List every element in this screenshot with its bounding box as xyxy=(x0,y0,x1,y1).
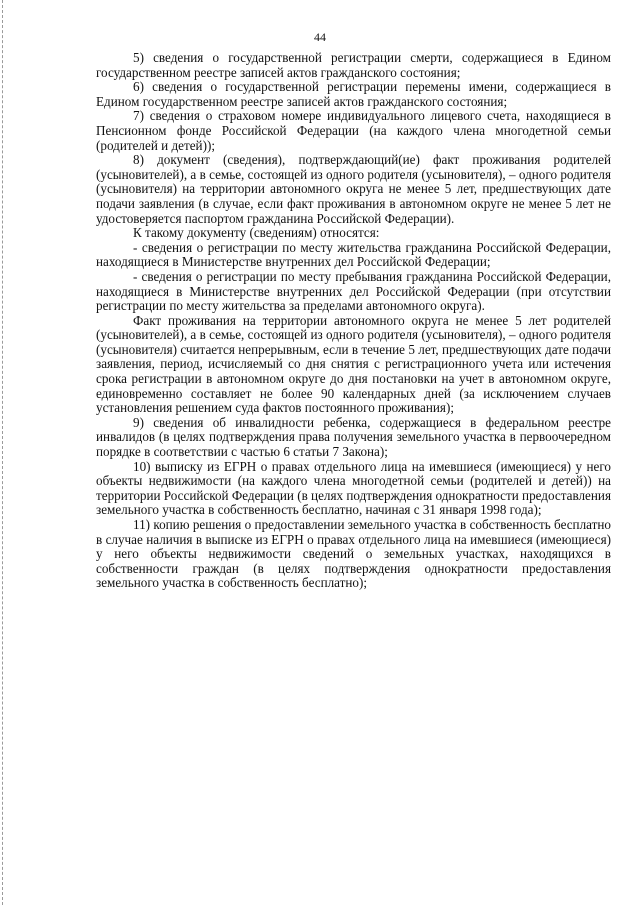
page-edge-line xyxy=(2,0,3,905)
paragraph-residence-registration: - сведения о регистрации по месту жительства гражданина Российской Федерации, находящиеся в Министерстве внутренних дел Российской Федерации; xyxy=(96,239,611,270)
paragraph-item-8: 8) документ (сведения), подтверждающий(ие) факт проживания родителей (усыновителей), а в семье, состоящей из одного родителя (усыновителя), – одного родителя (усыновителя) на территории автономного округа не менее 5 лет, предшествующих дате подачи заявления (в случае, если факт проживания в автономном округе не менее 5 лет не удостоверяется паспортом гражданина Российской Федерации). xyxy=(96,152,611,226)
paragraph-item-10: 10) выписку из ЕГРН о правах отдельного лица на имевшиеся (имеющиеся) у него объекты недвижимости (на каждого члена многодетной семьи (родителей и детей)) на территории Российской Федерации (в целях подтверждения однократности предоставления земельного участка в собственность бесплатно, начиная с 31 января 1998 года); xyxy=(96,458,611,518)
paragraph-continuous-residence: Факт проживания на территории автономного округа не менее 5 лет родителей (усыновителей), а в семье, состоящей из одного родителя (усыновителя), – одного родителя (усыновителя) считается непрерывным, если в течение 5 лет, предшествующих дате подачи заявления, период, исчисляемый со дня снятия с регистрационного учета или истечения срока регистрации в автономном округе до дня постановки на учет в автономном округе, единовременно составляет не более 90 календарных дней (за исключением случаев установления решением суда фактов постоянного проживания); xyxy=(96,312,611,416)
page-number: 44 xyxy=(314,30,326,44)
paragraph-stay-registration: - сведения о регистрации по месту пребывания гражданина Российской Федерации, находящиеся в Министерстве внутренних дел Российской Федерации (при отсутствии регистрации по месту жительства за пределами автономного округа). xyxy=(96,268,611,314)
paragraph-item-11: 11) копию решения о предоставлении земельного участка в собственность бесплатно в случае наличия в выписке из ЕГРН о правах отдельного лица на имевшиеся (имеющиеся) у него объекты недвижимости сведений о земельных участках, находящихся в собственности граждан (в целях подтверждения однократности предоставления земельного участка в собственность бесплатно); xyxy=(96,517,611,591)
paragraph-item-6: 6) сведения о государственной регистрации перемены имени, содержащиеся в Едином государственном реестре записей актов гражданского состояния; xyxy=(96,79,611,109)
paragraph-item-9: 9) сведения об инвалидности ребенка, содержащиеся в федеральном реестре инвалидов (в целях подтверждения права получения земельного участка в первоочередном порядке в соответствии с частью 6 статьи 7 Закона); xyxy=(96,414,611,460)
paragraph-document-intro: К такому документу (сведениям) относятся: xyxy=(133,225,380,241)
paragraph-item-7: 7) сведения о страховом номере индивидуального лицевого счета, находящиеся в Пенсионном фонде Российской Федерации (на каждого члена многодетной семьи (родителей и детей)); xyxy=(96,108,611,153)
paragraph-item-5: 5) сведения о государственной регистрации смерти, содержащиеся в Едином государственном реестре записей актов гражданского состояния; xyxy=(96,50,611,80)
page-body xyxy=(96,51,611,591)
